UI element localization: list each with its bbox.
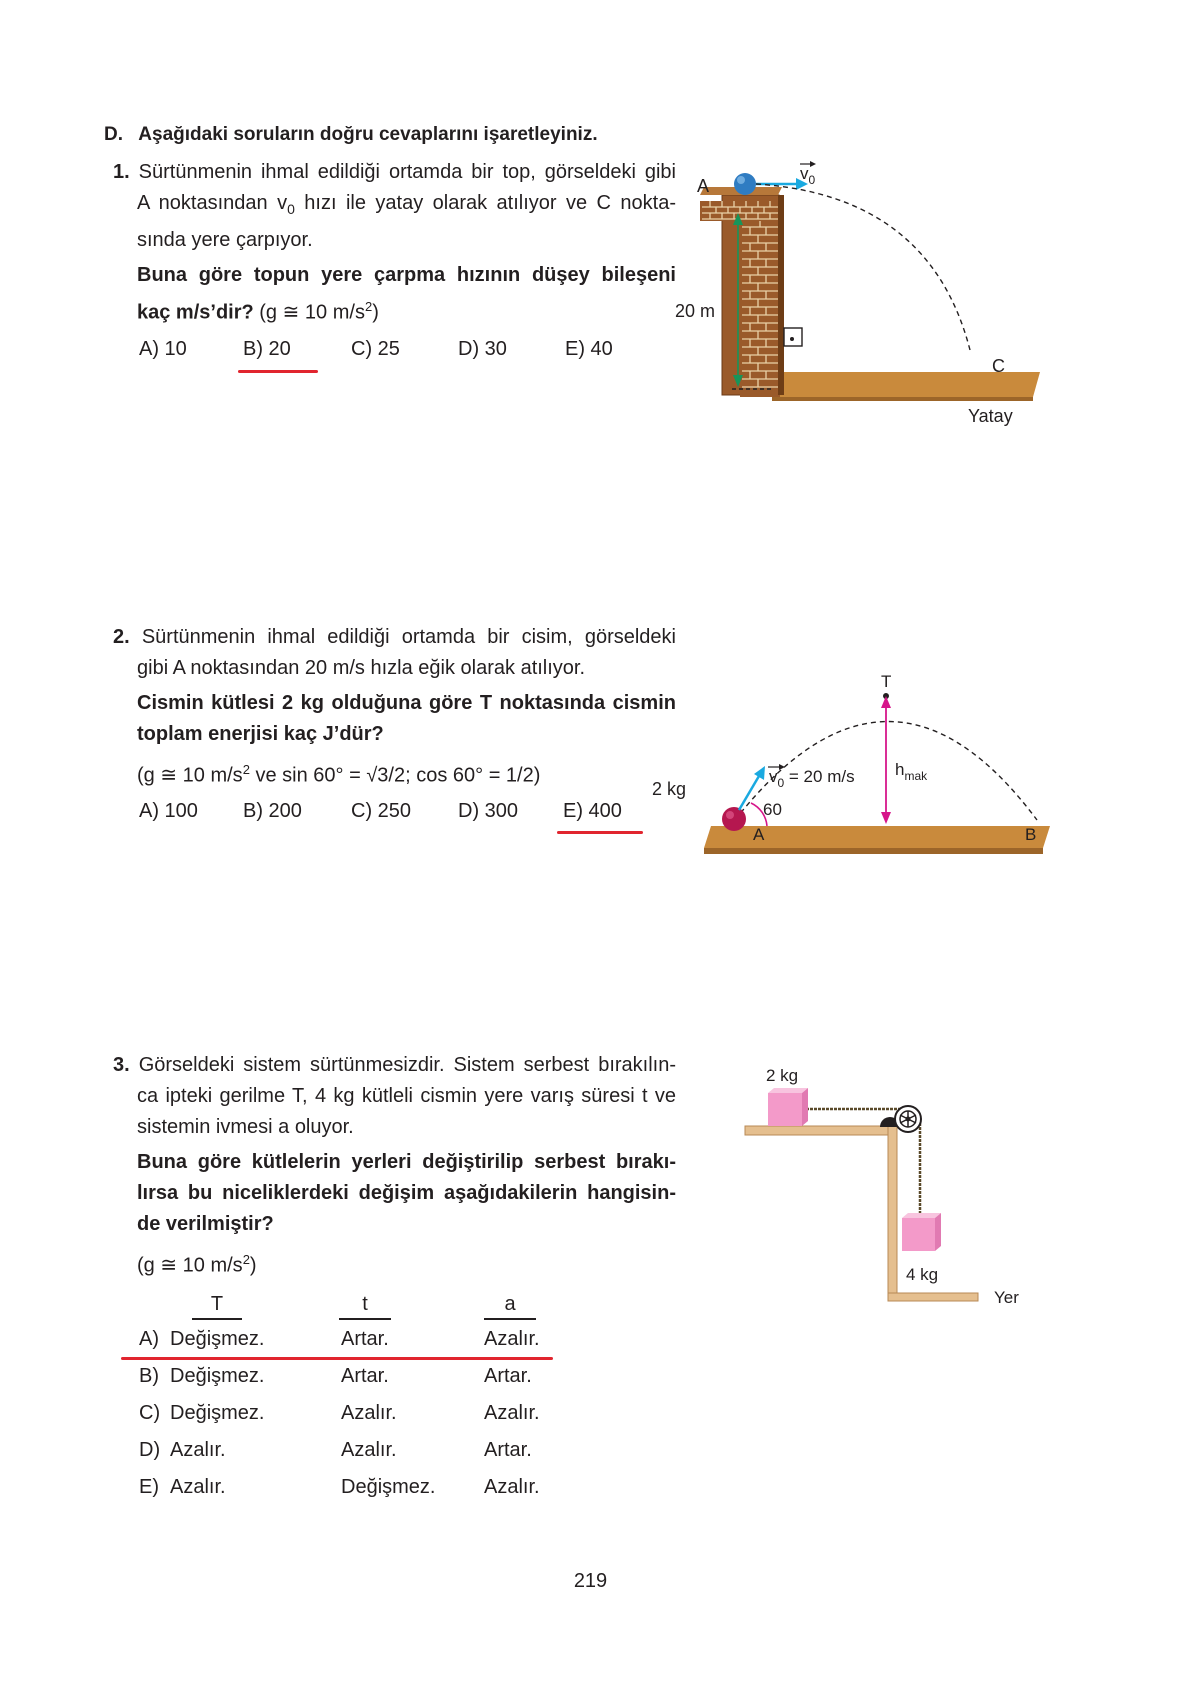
row-label: C) bbox=[139, 1402, 161, 1424]
question-3-bold-line-3: de verilmiştir? bbox=[137, 1213, 274, 1235]
given-post: ) bbox=[372, 301, 379, 324]
label-2kg: 2 kg bbox=[766, 1066, 799, 1085]
label-t: T bbox=[881, 672, 892, 691]
cell-time: Azalır. bbox=[341, 1439, 397, 1461]
given-pre: (g ≅ 10 m/s bbox=[137, 1254, 243, 1277]
option-b[interactable]: B) 200 bbox=[243, 800, 302, 822]
line-2-pre: A noktasından v bbox=[137, 192, 288, 214]
block-2kg bbox=[768, 1088, 808, 1126]
cell-time: Artar. bbox=[341, 1365, 389, 1387]
question-3-line-3: sistemin ivmesi a oluyor. bbox=[137, 1116, 354, 1138]
label-4kg: 4 kg bbox=[906, 1265, 939, 1284]
label-ground: Yer bbox=[994, 1288, 1019, 1307]
answer-underline bbox=[557, 831, 643, 834]
header-tension bbox=[192, 1293, 242, 1320]
given-pre: (g ≅ 10 m/s bbox=[253, 301, 365, 324]
label-mass: 2 kg bbox=[652, 779, 687, 799]
cell-time: Değişmez. bbox=[341, 1476, 436, 1498]
option-d[interactable]: D) 30 bbox=[458, 338, 507, 360]
question-1-bold-line-1: Buna göre topun yere çarpma hızının düşey bileşeni bbox=[137, 264, 676, 286]
page-number: 219 bbox=[573, 1570, 608, 1592]
horizontal-track bbox=[745, 1126, 895, 1135]
option-e[interactable]: E) 400 bbox=[563, 800, 622, 822]
cell-a: Azalır. bbox=[484, 1328, 540, 1350]
cell-t: Azalır. bbox=[170, 1439, 226, 1461]
vertical-support bbox=[888, 1126, 897, 1301]
label-a: A bbox=[753, 825, 765, 844]
cell-t: Değişmez. bbox=[170, 1365, 265, 1387]
given-post: ) bbox=[249, 1254, 257, 1277]
brick-wall bbox=[700, 187, 784, 397]
question-2-number: 2. bbox=[113, 626, 130, 648]
question-3-line-1: Görseldeki sistem sürtünmesizdir. Sistem serbest bırakılın- bbox=[138, 1054, 677, 1076]
right-angle-mark bbox=[784, 328, 802, 346]
block-4kg bbox=[902, 1213, 941, 1251]
option-e[interactable]: E) 40 bbox=[565, 338, 613, 360]
header-text: T bbox=[210, 1293, 224, 1315]
cell-time: Azalır. bbox=[341, 1402, 397, 1424]
option-d[interactable]: D) 300 bbox=[458, 800, 519, 822]
cell-time: Artar. bbox=[341, 1328, 389, 1350]
header-text: a bbox=[504, 1293, 516, 1315]
question-1-line-3: sında yere çarpıyor. bbox=[137, 229, 313, 251]
given-sup: 2 bbox=[242, 762, 250, 777]
option-b[interactable]: B) 20 bbox=[243, 338, 291, 360]
v0-subscript: 0 bbox=[287, 201, 295, 217]
cell-a: Azalır. bbox=[484, 1402, 540, 1424]
question-3-bold-line-2: lırsa bu niceliklerdeki değişim aşağıdakilerin hangisin- bbox=[137, 1182, 676, 1204]
answer-underline bbox=[121, 1357, 553, 1360]
question-2-line-1: Sürtünmenin ihmal edildiği ortamda bir cisim, görseldeki bbox=[141, 626, 676, 648]
option-c[interactable]: C) 250 bbox=[351, 800, 412, 822]
row-label: D) bbox=[139, 1439, 161, 1461]
header-text: t bbox=[362, 1293, 368, 1315]
question-1 bbox=[113, 157, 676, 329]
given-sup: 2 bbox=[242, 1252, 250, 1267]
row-label: B) bbox=[139, 1365, 159, 1387]
label-b: B bbox=[1025, 825, 1037, 844]
question-1-bold-line-2 bbox=[113, 291, 676, 329]
question-1-figure bbox=[675, 164, 1060, 430]
label-ground: Yatay bbox=[968, 406, 1013, 426]
label-hmax: $h_{mak}$ bbox=[895, 760, 928, 783]
label-c: C bbox=[992, 356, 1005, 376]
ground-track bbox=[888, 1293, 978, 1301]
label-a: A bbox=[697, 176, 710, 196]
question-2-figure bbox=[652, 668, 1065, 863]
option-a[interactable]: A) 10 bbox=[139, 338, 187, 360]
question-3-line-2: ca ipteki gerilme T, 4 kg kütleli cismin yere varış süresi t ve bbox=[137, 1085, 676, 1107]
header-time bbox=[339, 1293, 391, 1320]
question-1-number: 1. bbox=[113, 161, 130, 183]
option-a[interactable]: A) 100 bbox=[139, 800, 198, 822]
given-pre: (g ≅ 10 m/s bbox=[137, 764, 243, 787]
question-3-bold-line-1: Buna göre kütlelerin yerleri değiştirilip serbest bırakı- bbox=[137, 1151, 676, 1173]
pulley bbox=[895, 1106, 921, 1132]
ball bbox=[734, 173, 756, 195]
question-3-figure bbox=[740, 1055, 1040, 1315]
label-velocity: $v_0 = 20$ m/s bbox=[769, 767, 855, 790]
section-heading bbox=[104, 124, 598, 146]
row-label: E) bbox=[139, 1476, 159, 1498]
answer-underline bbox=[238, 370, 318, 373]
row-label: A) bbox=[139, 1328, 159, 1350]
cell-a: Artar. bbox=[484, 1439, 532, 1461]
given-mid: ve sin 60° = √3/2; cos 60° = 1/2) bbox=[249, 764, 541, 787]
velocity-arrow bbox=[739, 776, 759, 810]
question-2-bold-line-1: Cismin kütlesi 2 kg olduğuna göre T noktasında cismin bbox=[137, 692, 676, 714]
question-3 bbox=[113, 1050, 676, 1282]
question-2-bold-line-2: toplam enerjisi kaç J’dür? bbox=[137, 723, 384, 745]
label-v0: $v_0$ bbox=[800, 164, 816, 187]
question-3-number: 3. bbox=[113, 1054, 130, 1076]
bold-text: kaç m/s’dir? bbox=[137, 301, 254, 324]
question-1-line-1: Sürtünmenin ihmal edildiği ortamda bir top, görseldeki gibi bbox=[138, 161, 676, 183]
option-c[interactable]: C) 25 bbox=[351, 338, 400, 360]
cell-t: Azalır. bbox=[170, 1476, 226, 1498]
ball bbox=[722, 807, 746, 831]
cell-a: Azalır. bbox=[484, 1476, 540, 1498]
question-3-given bbox=[113, 1244, 676, 1282]
label-height: 20 m bbox=[675, 301, 716, 321]
question-2-line-2: gibi A noktasından 20 m/s hızla eğik olarak atılıyor. bbox=[137, 657, 586, 679]
question-2 bbox=[113, 622, 676, 792]
trajectory bbox=[756, 184, 970, 350]
line-2-post: hızı ile yatay olarak atılıyor ve C nokta- bbox=[294, 192, 676, 214]
section-title: Aşağıdaki soruların doğru cevaplarını işaretleyiniz. bbox=[138, 124, 598, 145]
question-2-given bbox=[113, 754, 676, 792]
cell-a: Artar. bbox=[484, 1365, 532, 1387]
label-angle: 60 bbox=[763, 800, 782, 819]
cell-t: Değişmez. bbox=[170, 1328, 265, 1350]
header-acceleration bbox=[484, 1293, 536, 1320]
question-1-line-2 bbox=[113, 188, 676, 225]
cell-t: Değişmez. bbox=[170, 1402, 265, 1424]
given-sup: 2 bbox=[364, 299, 373, 314]
section-letter: D. bbox=[104, 124, 123, 145]
